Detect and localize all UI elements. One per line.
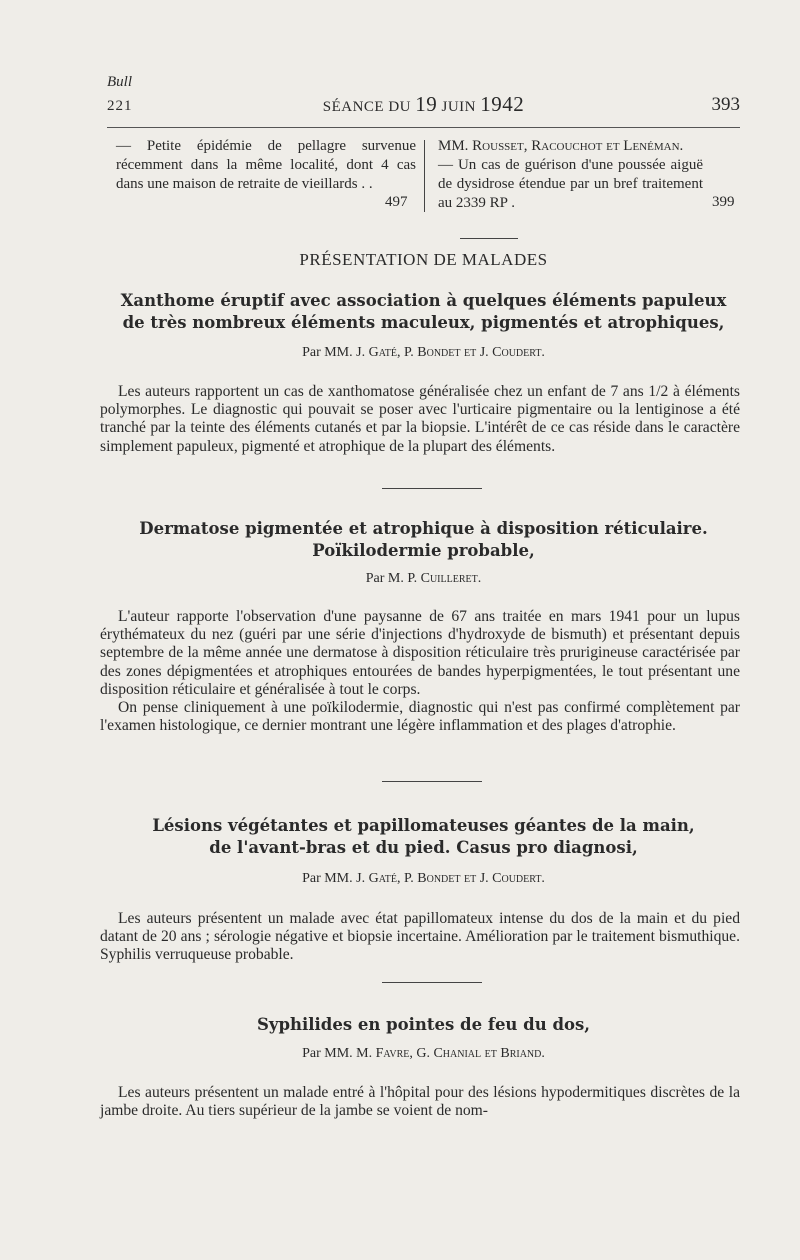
article-4-byline: [107, 1046, 740, 1062]
article-3-title: [95, 815, 752, 859]
toc-left-entry: — Petite épidémie de pellagre survenue récemment dans la même localité, dont 4 cas dans une maison de retraite de vieillards . .: [116, 138, 416, 192]
article-1-byline-prefix: Par MM. J.: [302, 345, 366, 360]
title-year: 1942: [480, 92, 525, 116]
article-1-title-line-2: de très nombreux éléments maculeux, pigmentés et atrophiques,: [122, 313, 725, 332]
page-number-right: 393: [711, 94, 740, 115]
article-3-title-line-1: Lésions végétantes et papillomateuses géantes de la main,: [152, 816, 695, 835]
toc-right-page: 399: [712, 194, 735, 210]
bull-annotation: Bull: [107, 74, 132, 90]
section-heading: PRÉSENTATION DE MALADES: [299, 250, 548, 269]
running-head-title: [107, 92, 740, 117]
toc-right-text: — Un cas de guérison d'une poussée aiguë de dysidrose étendue par un bref traitement au 2339 RP .: [438, 157, 703, 211]
article-3-byline: [107, 871, 740, 887]
article-2-abstract: [100, 608, 740, 735]
title-prefix: SÉANCE DU: [322, 99, 411, 115]
toc-left-page: 497: [385, 194, 408, 210]
title-day: 19: [415, 92, 438, 116]
toc-right-entry: [438, 137, 703, 213]
article-3-title-line-2: de l'avant-bras et du pied. Casus pro diagnosi,: [209, 838, 638, 857]
article-2-byline-prefix: Par M. P.: [365, 571, 418, 586]
article-2-byline: [107, 571, 740, 587]
article-3-byline-prefix: Par MM. J.: [302, 871, 366, 886]
article-3-abstract: [100, 910, 740, 965]
article-1-title-line-1: Xanthome éruptif avec association à quelques éléments papuleux: [120, 291, 727, 310]
article-1-byline-authors: Gaté, P. Bondet et J. Coudert.: [368, 345, 545, 360]
article-4-title-line-1: Syphilides en pointes de feu du dos,: [256, 1015, 591, 1034]
article-4-paragraph-1: Les auteurs présentent un malade entré à l'hôpital pour des lésions hypodermitiques discrètes de la jambe droite. Au tiers supérieur de la jambe se voient de nom-: [100, 1084, 740, 1120]
article-3-paragraph-1: Les auteurs présentent un malade avec état papillomateux intense du dos de la main et du pied datant de 20 ans ; sérologie négative et biopsie incertaine. Amélioration par le traitement bismuthique. Syphilis verruqueuse probable.: [100, 910, 740, 964]
article-2-title-line-2: Poïkilodermie probable,: [312, 541, 535, 560]
page-number-left: 221: [107, 98, 133, 114]
article-1-byline: [107, 345, 740, 361]
article-3-end-rule: [382, 982, 482, 983]
article-4-byline-prefix: Par MM. M.: [302, 1046, 373, 1061]
toc-right-authors: MM. Rousset, Racouchot et Lenéman.: [438, 138, 684, 154]
toc-column-separator: [424, 140, 425, 212]
toc-end-rule: [460, 238, 518, 239]
article-2-paragraph-2: On pense cliniquement à une poïkilodermie, diagnostic qui n'est pas confirmé complètement par l'examen histologique, ce dernier montrant une légère inflammation et des plages d'atrophie.: [100, 699, 740, 735]
title-month: JUIN: [441, 99, 476, 115]
header-rule: [107, 127, 740, 128]
article-2-title-line-1: Dermatose pigmentée et atrophique à disposition réticulaire.: [139, 519, 708, 538]
article-1-abstract: [100, 383, 740, 456]
article-3-byline-authors: Gaté, P. Bondet et J. Coudert.: [368, 871, 545, 886]
article-2-title: [95, 518, 752, 562]
article-4-title: [95, 1014, 752, 1036]
article-2-end-rule: [382, 781, 482, 782]
article-2-paragraph-1: L'auteur rapporte l'observation d'une paysanne de 67 ans traitée en mars 1941 pour un lupus érythémateux du nez (guéri par une série d'injections d'hydroxyde de bismuth) et présentant depuis septembre de la même année une dermatose à disposition réticulaire très prurigineuse caractérisée par des zones dépigmentées et atrophiques entourées de bandes hyperpigmentées, le tout présentant une disposition réticulaire et généralisée à tout le corps.: [100, 608, 740, 698]
article-1-title: [95, 290, 752, 334]
article-2-byline-authors: Cuilleret.: [420, 571, 482, 586]
article-1-end-rule: [382, 488, 482, 489]
running-head: [107, 92, 740, 118]
article-4-abstract: [100, 1084, 740, 1120]
article-1-paragraph-1: Les auteurs rapportent un cas de xanthomatose généralisée chez un enfant de 7 ans 1/2 à éléments polymorphes. Le diagnostic qui pouvait se poser avec l'urticaire pigmentaire ou la lentiginose a été tranché par la teinte des éléments cutanés et par la biopsie. L'intérêt de ce cas réside dans le caractère simplement papuleux, pigmenté et atrophique de la plupart des éléments.: [100, 383, 740, 455]
article-4-byline-authors: Favre, G. Chanial et Briand.: [375, 1046, 545, 1061]
